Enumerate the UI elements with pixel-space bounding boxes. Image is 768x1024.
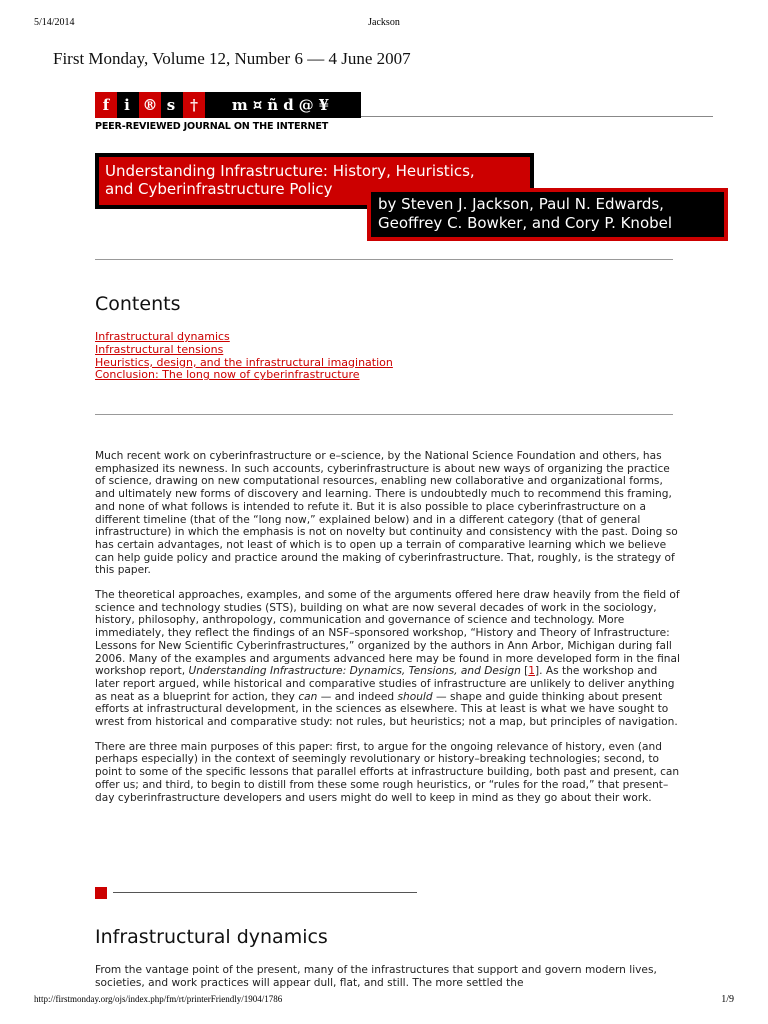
article-authors-box (367, 188, 728, 241)
issue-line: First Monday, Volume 12, Number 6 — 4 June 2007 (53, 49, 411, 68)
toc-link-infrastructural-dynamics[interactable]: Infrastructural dynamics (95, 330, 230, 343)
report-title: Understanding Infrastructure: Dynamics, Tensions, and Design (188, 665, 521, 678)
divider (95, 414, 673, 415)
section-text (95, 964, 680, 990)
toc-link-conclusion[interactable]: Conclusion: The long now of cyberinfrastructure (95, 368, 360, 382)
section-marker-square (95, 887, 107, 899)
divider (95, 259, 673, 260)
article-title-line: and Cyberinfrastructure Policy (105, 180, 333, 198)
table-of-contents (95, 331, 393, 382)
authors-line: Geoffrey C. Bowker, and Cory P. Knobel (378, 214, 673, 232)
logo-glyph: ® (139, 92, 161, 118)
body-paragraph (95, 589, 680, 729)
toc-link-infrastructural-tensions[interactable]: Infrastructural tensions (95, 342, 224, 356)
section-heading: Infrastructural dynamics (95, 926, 328, 948)
logo-glyph: f (95, 92, 117, 118)
logo-tagline: PEER-REVIEWED JOURNAL ON THE INTERNET (95, 121, 329, 132)
body-paragraph: Much recent work on cyberinfrastructure or e–science, by the National Science Foundation and others, has emphasized its newness. In such accounts, cyberinfrastructure is about new ways of organizing the practice of science, drawing on new computational resources, enabling new collaborative and organizational forms, and ultimately new forms of discovery and learning. There is undoubtedly much to recommend this framing, and none of what follows is intended to refute it. But it is also possible to place cyberinfrastructure on a different timeline (that of the “long now,” explained below) and in a different category (that of general infrastructure) in which the emphasis is not on novelty but continuity and consistency with the past. Doing so has certain advantages, not least of which is to open up a terrain of comparative learning which we believe can help guide policy and practice around the making of cyberinfrastructure. That, roughly, is the strategy of this paper. (95, 450, 678, 577)
article-title-line: Understanding Infrastructure: History, Heuristics, (105, 162, 475, 180)
contents-heading: Contents (95, 293, 181, 315)
section-rule (113, 892, 417, 893)
header-rule (361, 116, 713, 117)
logo-glyph: † (183, 92, 205, 118)
logo-glyph-group: m¤ñd@¥ (231, 96, 335, 114)
article-body (95, 450, 680, 816)
logo-glyph: i (124, 96, 132, 114)
print-page-number: 1/9 (721, 994, 734, 1005)
body-text-run: — shape and guide thinking about present efforts at infrastructural development, in the sciences as elsewhere. This at least is what we have sought to wrest from historical and comparative study: not rules, but heuristics; not a map, but principles of navigation. (95, 690, 678, 729)
emphasis: can (298, 690, 318, 703)
body-text-run: — and indeed (317, 690, 398, 703)
print-page-title: Jackson (368, 17, 400, 28)
toc-link-heuristics-design[interactable]: Heuristics, design, and the infrastructural imagination (95, 355, 393, 369)
article-authors (371, 192, 724, 237)
print-date: 5/14/2014 (34, 17, 75, 28)
logo-glyph: s (166, 96, 178, 114)
body-text-run: ]. As the workshop and later report argued, while historical and comparative studies of infrastructure are unlikely to deliver anything as neat as a blueprint for action, they (95, 665, 675, 703)
body-paragraph: There are three main purposes of this paper: first, to argue for the ongoing relevance of history, even (and perhaps especially) in the context of seemingly revolutionary or history–breaking technologies; second, to point to some of the specific lessons that parallel efforts at infrastructure building, both past and present, can offer us; and third, to begin to distill from these some rough heuristics, or “rules for the road,” that present–day cyberinfrastructure developers and users might do well to keep in mind as they go about their work. (95, 740, 680, 804)
body-text-run: [ (520, 665, 529, 678)
toc-item (95, 369, 393, 382)
authors-line: by Steven J. Jackson, Paul N. Edwards, (378, 195, 664, 213)
footnote-link[interactable]: 1 (528, 665, 536, 678)
journal-logo (95, 92, 361, 118)
body-text-run: The theoretical approaches, examples, and some of the arguments offered here draw heavily from the field of science and technology studies (STS), building on what are now several decades of work in the sociology, history, philosophy, anthropology, communication and governance of science and technology. More immediately, they reflect the findings of an NSF–sponsored workshop, “History and Theory of Infrastructure: Lessons for New Scientific Cyberinfrastructures,” organized by the authors in Ann Arbor, Michigan during fall 2006. Many of the examples and arguments advanced here may be found in more developed form in the final workshop report, (95, 589, 680, 678)
body-paragraph: From the vantage point of the present, many of the infrastructures that support and govern modern lives, societies, and work practices will appear dull, flat, and still. The more settled the (95, 964, 657, 989)
emphasis: should (397, 690, 433, 703)
print-url: http://firstmonday.org/ojs/index.php/fm/rt/printerFriendly/1904/1786 (34, 994, 283, 1004)
